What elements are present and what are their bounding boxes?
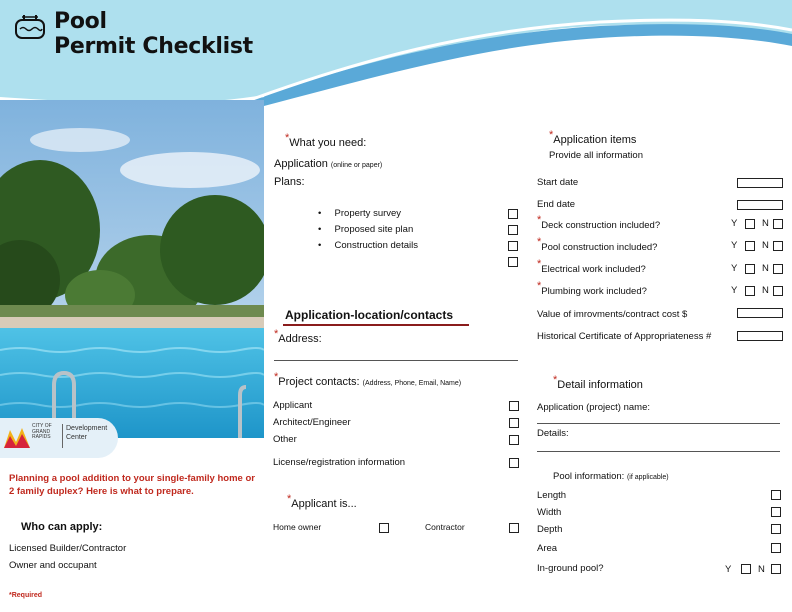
logo-org-name: CITY OF GRAND RAPIDS [32, 423, 52, 440]
yes-label: Y [731, 218, 738, 229]
project-name-label: Application (project) name: [537, 402, 650, 413]
no-label: N [762, 285, 769, 296]
yn-question: *Deck construction included? [537, 214, 661, 231]
yn-question: *Plumbing work included? [537, 280, 647, 297]
width-checkbox[interactable] [771, 507, 781, 517]
inground-yes-checkbox[interactable] [741, 564, 751, 574]
home-owner-checkbox[interactable] [379, 523, 389, 533]
historical-label: Historical Certificate of Appropriateness # [537, 331, 712, 342]
heading-underline [283, 324, 469, 326]
plumbing-no-checkbox[interactable] [773, 286, 783, 296]
page-title-line2: Permit Checklist [54, 34, 253, 59]
contractor-checkbox[interactable] [509, 523, 519, 533]
end-date-field[interactable] [737, 200, 783, 210]
inground-label: In-ground pool? [537, 563, 604, 574]
project-name-line[interactable] [537, 423, 780, 424]
value-label: Value of imrovments/contract cost $ [537, 309, 688, 320]
license-checkbox[interactable] [509, 458, 519, 468]
deck-no-checkbox[interactable] [773, 219, 783, 229]
plans-label: Plans: [274, 176, 305, 188]
contractor-label: Contractor [425, 522, 465, 532]
applicant-checkbox[interactable] [509, 401, 519, 411]
pool-icon [12, 14, 48, 44]
dimension-label: Length [537, 490, 567, 501]
who-item: Licensed Builder/Contractor [9, 543, 127, 554]
inground-no-checkbox[interactable] [771, 564, 781, 574]
start-date-label: Start date [537, 177, 579, 188]
intro-text: Planning a pool addition to your single-family home or 2 family duplex? Here is what to prepare. [9, 473, 255, 497]
applicant-is-heading: *Applicant is... [287, 493, 357, 510]
dimension-label: Width [537, 507, 562, 518]
location-contacts-heading: Application-location/contacts [285, 308, 454, 322]
details-line[interactable] [537, 451, 780, 452]
logo-dept-line1: Development [66, 425, 108, 432]
city-logo-badge [0, 418, 118, 458]
pool-yes-checkbox[interactable] [745, 241, 755, 251]
area-checkbox[interactable] [771, 543, 781, 553]
address-label: *Address: [274, 328, 322, 345]
contact-item: Other [273, 434, 297, 445]
contact-item: Architect/Engineer [273, 417, 351, 428]
electrical-yes-checkbox[interactable] [745, 264, 755, 274]
yn-question: *Electrical work included? [537, 258, 646, 275]
license-label: License/registration information [273, 457, 406, 468]
property-survey-checkbox[interactable] [508, 209, 518, 219]
yes-label: Y [731, 240, 738, 251]
pool-info-label: Pool information: (if applicable) [553, 471, 669, 482]
application-items-heading: *Application items [549, 129, 637, 146]
no-label: N [762, 263, 769, 274]
no-label: N [758, 564, 765, 575]
who-item: Owner and occupant [9, 560, 97, 571]
plan-item: • Proposed site plan [318, 224, 414, 235]
city-logo-icon [2, 424, 32, 452]
plumbing-yes-checkbox[interactable] [745, 286, 755, 296]
dimension-label: Area [537, 543, 558, 554]
project-contacts-label: *Project contacts: (Address, Phone, Email, Name) [274, 371, 462, 388]
plan-item: • Property survey [318, 208, 402, 219]
historical-field[interactable] [737, 331, 783, 341]
no-label: N [762, 218, 769, 229]
depth-checkbox[interactable] [771, 524, 781, 534]
yes-label: Y [731, 263, 738, 274]
site-plan-checkbox[interactable] [508, 225, 518, 235]
pool-photo [0, 100, 264, 438]
electrical-no-checkbox[interactable] [773, 264, 783, 274]
dimension-label: Depth [537, 524, 563, 535]
other-checkbox[interactable] [509, 435, 519, 445]
required-note: *Required [9, 592, 43, 599]
application-items-subheading: Provide all information [549, 150, 643, 161]
construction-details-checkbox[interactable] [508, 241, 518, 251]
start-date-field[interactable] [737, 178, 783, 188]
plan-item: • Construction details [318, 240, 418, 251]
logo-dept-line2: Center [66, 434, 88, 441]
details-label: Details: [537, 428, 569, 439]
address-input-line[interactable] [274, 360, 518, 361]
who-can-apply-heading: Who can apply: [21, 521, 103, 533]
length-checkbox[interactable] [771, 490, 781, 500]
yn-question: *Pool construction included? [537, 236, 658, 253]
architect-checkbox[interactable] [509, 418, 519, 428]
yes-label: Y [725, 564, 732, 575]
contact-item: Applicant [273, 400, 313, 411]
deck-yes-checkbox[interactable] [745, 219, 755, 229]
end-date-label: End date [537, 199, 576, 210]
pool-no-checkbox[interactable] [773, 241, 783, 251]
value-field[interactable] [737, 308, 783, 318]
no-label: N [762, 240, 769, 251]
application-label: Application (online or paper) [274, 158, 383, 170]
what-you-need-heading: *What you need: [285, 132, 367, 149]
detail-information-heading: *Detail information [553, 374, 643, 391]
yes-label: Y [731, 285, 738, 296]
extra-plan-checkbox[interactable] [508, 257, 518, 267]
home-owner-label: Home owner [273, 522, 322, 532]
page-title-line1: Pool [54, 9, 107, 34]
